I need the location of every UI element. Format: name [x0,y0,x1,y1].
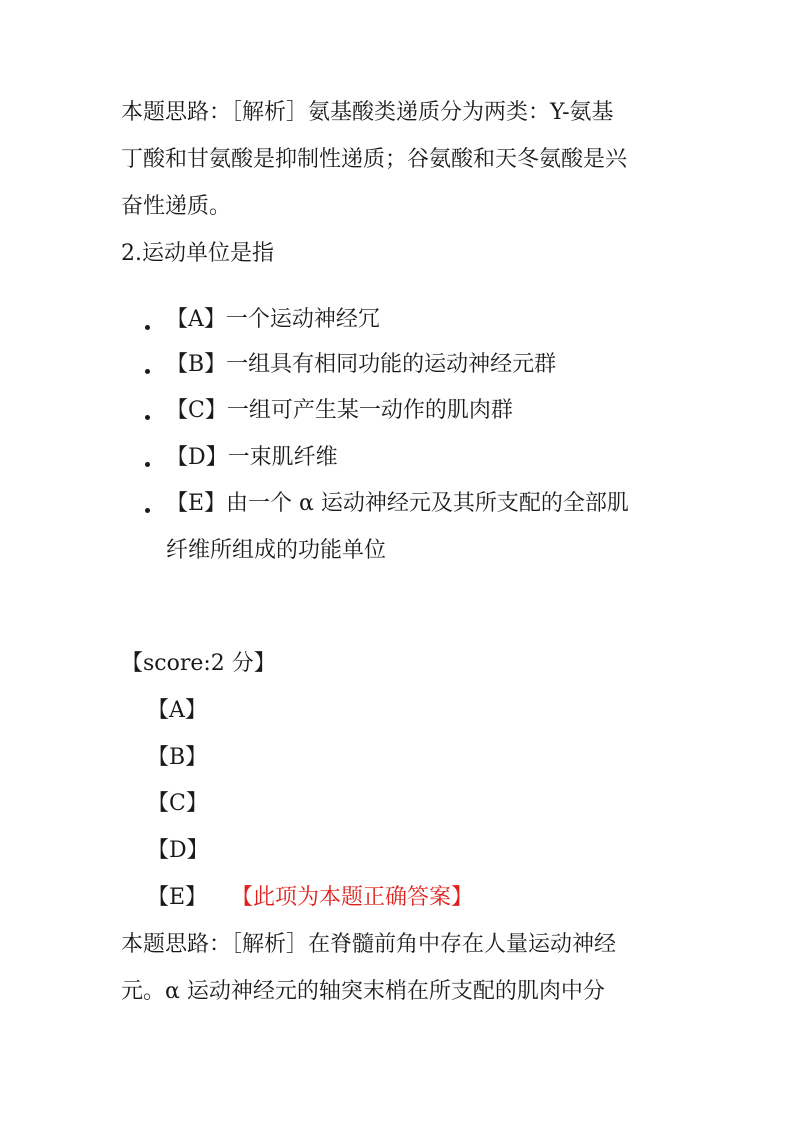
explanation-line-2: 元。α 运动神经元的轴突末梢在所支配的肌肉中分 [121,979,605,1004]
intro-explanation-line-1: 本题思路：［解析］氨基酸类递质分为两类：Y-氨基 [121,100,614,125]
answer-d: 【D】 [147,838,209,863]
bullet [145,508,150,513]
correct-answer-mark: 【此项为本题正确答案】 [231,885,474,910]
answer-c: 【C】 [147,791,208,816]
option-e-text-line-2: 纤维所组成的功能单位 [166,538,387,563]
option-b-text: 【B】一组具有相同功能的运动神经元群 [166,352,557,377]
option-e-text-line-1: 【E】由一个 α 运动神经元及其所支配的全部肌 [166,491,629,516]
bullet [145,462,150,467]
option-d-text: 【D】一束肌纤维 [166,445,338,470]
score-label: 【score:2 分】 [121,651,276,676]
answer-a: 【A】 [147,698,207,723]
question-text: 2.运动单位是指 [121,241,274,266]
explanation-line-1: 本题思路：［解析］在脊髓前角中存在人量运动神经 [121,932,617,957]
bullet [145,415,150,420]
option-a-text: 【A】一个运动神经冗 [166,307,380,332]
intro-explanation-line-2: 丁酸和甘氨酸是抑制性递质；谷氨酸和天冬氨酸是兴 [121,147,628,172]
intro-explanation-line-3: 奋性递质。 [121,194,232,219]
answer-e: 【E】 [147,885,208,910]
answer-b: 【B】 [147,745,208,770]
option-c-text: 【C】一组可产生某一动作的肌肉群 [166,398,513,423]
bullet [145,325,150,330]
bullet [145,369,150,374]
